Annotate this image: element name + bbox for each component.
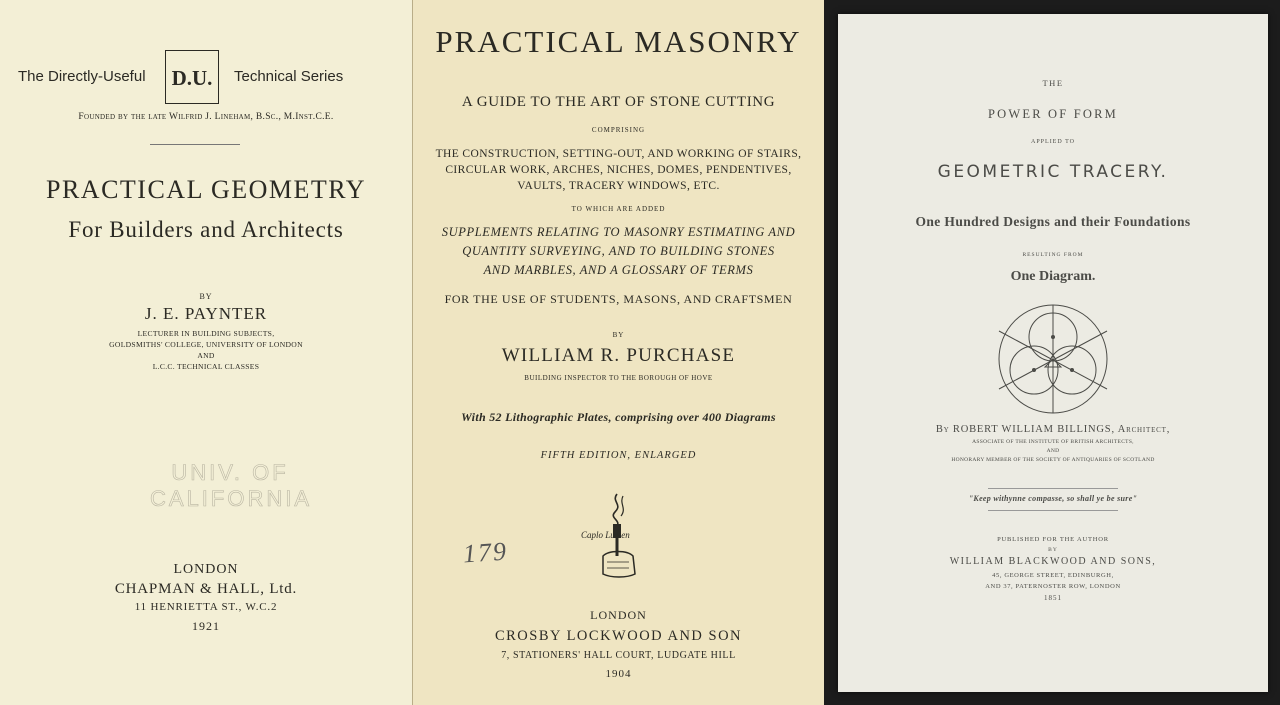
- book-subtitle: For Builders and Architects: [68, 217, 344, 242]
- paper-sheet: [838, 14, 1268, 692]
- applied-label: APPLIED TO: [1031, 139, 1075, 145]
- publisher-name: CROSBY LOCKWOOD AND SON: [494, 628, 743, 644]
- book-title-line-1: POWER OF FORM: [987, 107, 1118, 121]
- divider-top: [988, 488, 1118, 489]
- contents-description: THE CONSTRUCTION, SETTING-OUT, AND WORKING OF STAIRS, CIRCULAR WORK, ARCHES, NICHES, DOMES, PENDENTIVES, VAULTS, TRACERY WINDOWS, ETC.: [435, 148, 802, 192]
- publication-year: 1921: [192, 619, 220, 633]
- author-line: By ROBERT WILLIAM BILLINGS, Architect,: [935, 424, 1171, 435]
- added-label: TO WHICH ARE ADDED: [571, 205, 666, 213]
- publication-year: 1904: [605, 668, 632, 680]
- title-article: THE: [1042, 78, 1064, 88]
- publisher-city: LONDON: [590, 608, 647, 622]
- trefoil-diagram-icon: [993, 301, 1113, 416]
- title-page-practical-masonry: [412, 0, 824, 705]
- by-label: BY: [612, 331, 625, 339]
- title-page-power-of-form: [824, 0, 1280, 705]
- published-for-line: PUBLISHED FOR THE AUTHOR: [997, 536, 1109, 543]
- by-label: BY: [199, 292, 213, 301]
- torch-emblem-icon: [573, 490, 663, 584]
- author-name: WILLIAM R. PURCHASE: [501, 345, 736, 366]
- publisher-address: 7, STATIONERS' HALL COURT, LUDGATE HILL: [501, 650, 736, 661]
- title-page-practical-geometry: [0, 0, 412, 705]
- book-subtitle: A GUIDE TO THE ART OF STONE CUTTING: [461, 94, 776, 110]
- series-name-right: Technical Series: [234, 68, 344, 85]
- emblem-motto: Caplo Lumen: [581, 530, 630, 540]
- handwritten-note: 179: [462, 536, 509, 569]
- motto: "Keep withynne compasse, so shall ye be sure": [968, 494, 1138, 503]
- book-title: PRACTICAL GEOMETRY: [46, 175, 366, 204]
- publication-year: 1851: [1044, 594, 1062, 602]
- publisher-name: CHAPMAN & HALL, Ltd.: [114, 581, 298, 597]
- blackletter-diagram-line: One Diagram.: [1010, 269, 1096, 284]
- by-label: BY: [1048, 547, 1058, 553]
- supplements-description: SUPPLEMENTS RELATING TO MASONRY ESTIMATING AND QUANTITY SURVEYING, AND TO BUILDING STONES AND MARBLES, AND A GLOSSARY OF TERMS: [441, 225, 796, 277]
- author-name: J. E. PAYNTER: [144, 304, 268, 323]
- book-title-line-2: GEOMETRIC TRACERY.: [937, 162, 1169, 182]
- resulting-label: RESULTING FROM: [1022, 252, 1084, 258]
- library-stamp: UNIV. OF CALIFORNIA: [150, 460, 313, 511]
- publisher-city: LONDON: [173, 562, 239, 577]
- founder-line: Founded by the late Wilfrid J. Lineham, B.Sc., M.Inst.C.E.: [78, 112, 334, 122]
- series-badge: D.U.: [165, 50, 219, 104]
- blackletter-subtitle: One Hundred Designs and their Foundations: [915, 214, 1191, 229]
- author-description: BUILDING INSPECTOR TO THE BOROUGH OF HOVE: [524, 374, 713, 382]
- divider-bottom: [988, 510, 1118, 511]
- publisher-address: 45, GEORGE STREET, EDINBURGH, AND 37, PATERNOSTER ROW, LONDON: [985, 572, 1121, 590]
- publisher-address: 11 HENRIETTA ST., W.C.2: [134, 601, 278, 613]
- book-title: PRACTICAL MASONRY: [435, 24, 802, 59]
- series-name-left: The Directly-Useful: [18, 68, 146, 85]
- publisher-name: WILLIAM BLACKWOOD AND SONS,: [949, 556, 1157, 567]
- author-affiliations: ASSOCIATE OF THE INSTITUTE OF BRITISH ARCHITECTS, AND HONORARY MEMBER OF THE SOCIETY OF ANTIQUARIES OF SCOTLAND: [951, 439, 1155, 463]
- author-credentials: LECTURER IN BUILDING SUBJECTS, GOLDSMITHS' COLLEGE, UNIVERSITY OF LONDON AND L.C.C. TECHNICAL CLASSES: [109, 329, 303, 371]
- plates-line: With 52 Lithographic Plates, comprising over 400 Diagrams: [461, 410, 776, 424]
- comprising-label: COMPRISING: [591, 126, 646, 134]
- edition-line: FIFTH EDITION, ENLARGED: [540, 450, 697, 461]
- audience-line: FOR THE USE OF STUDENTS, MASONS, AND CRAFTSMEN: [444, 292, 793, 306]
- divider: [150, 144, 240, 145]
